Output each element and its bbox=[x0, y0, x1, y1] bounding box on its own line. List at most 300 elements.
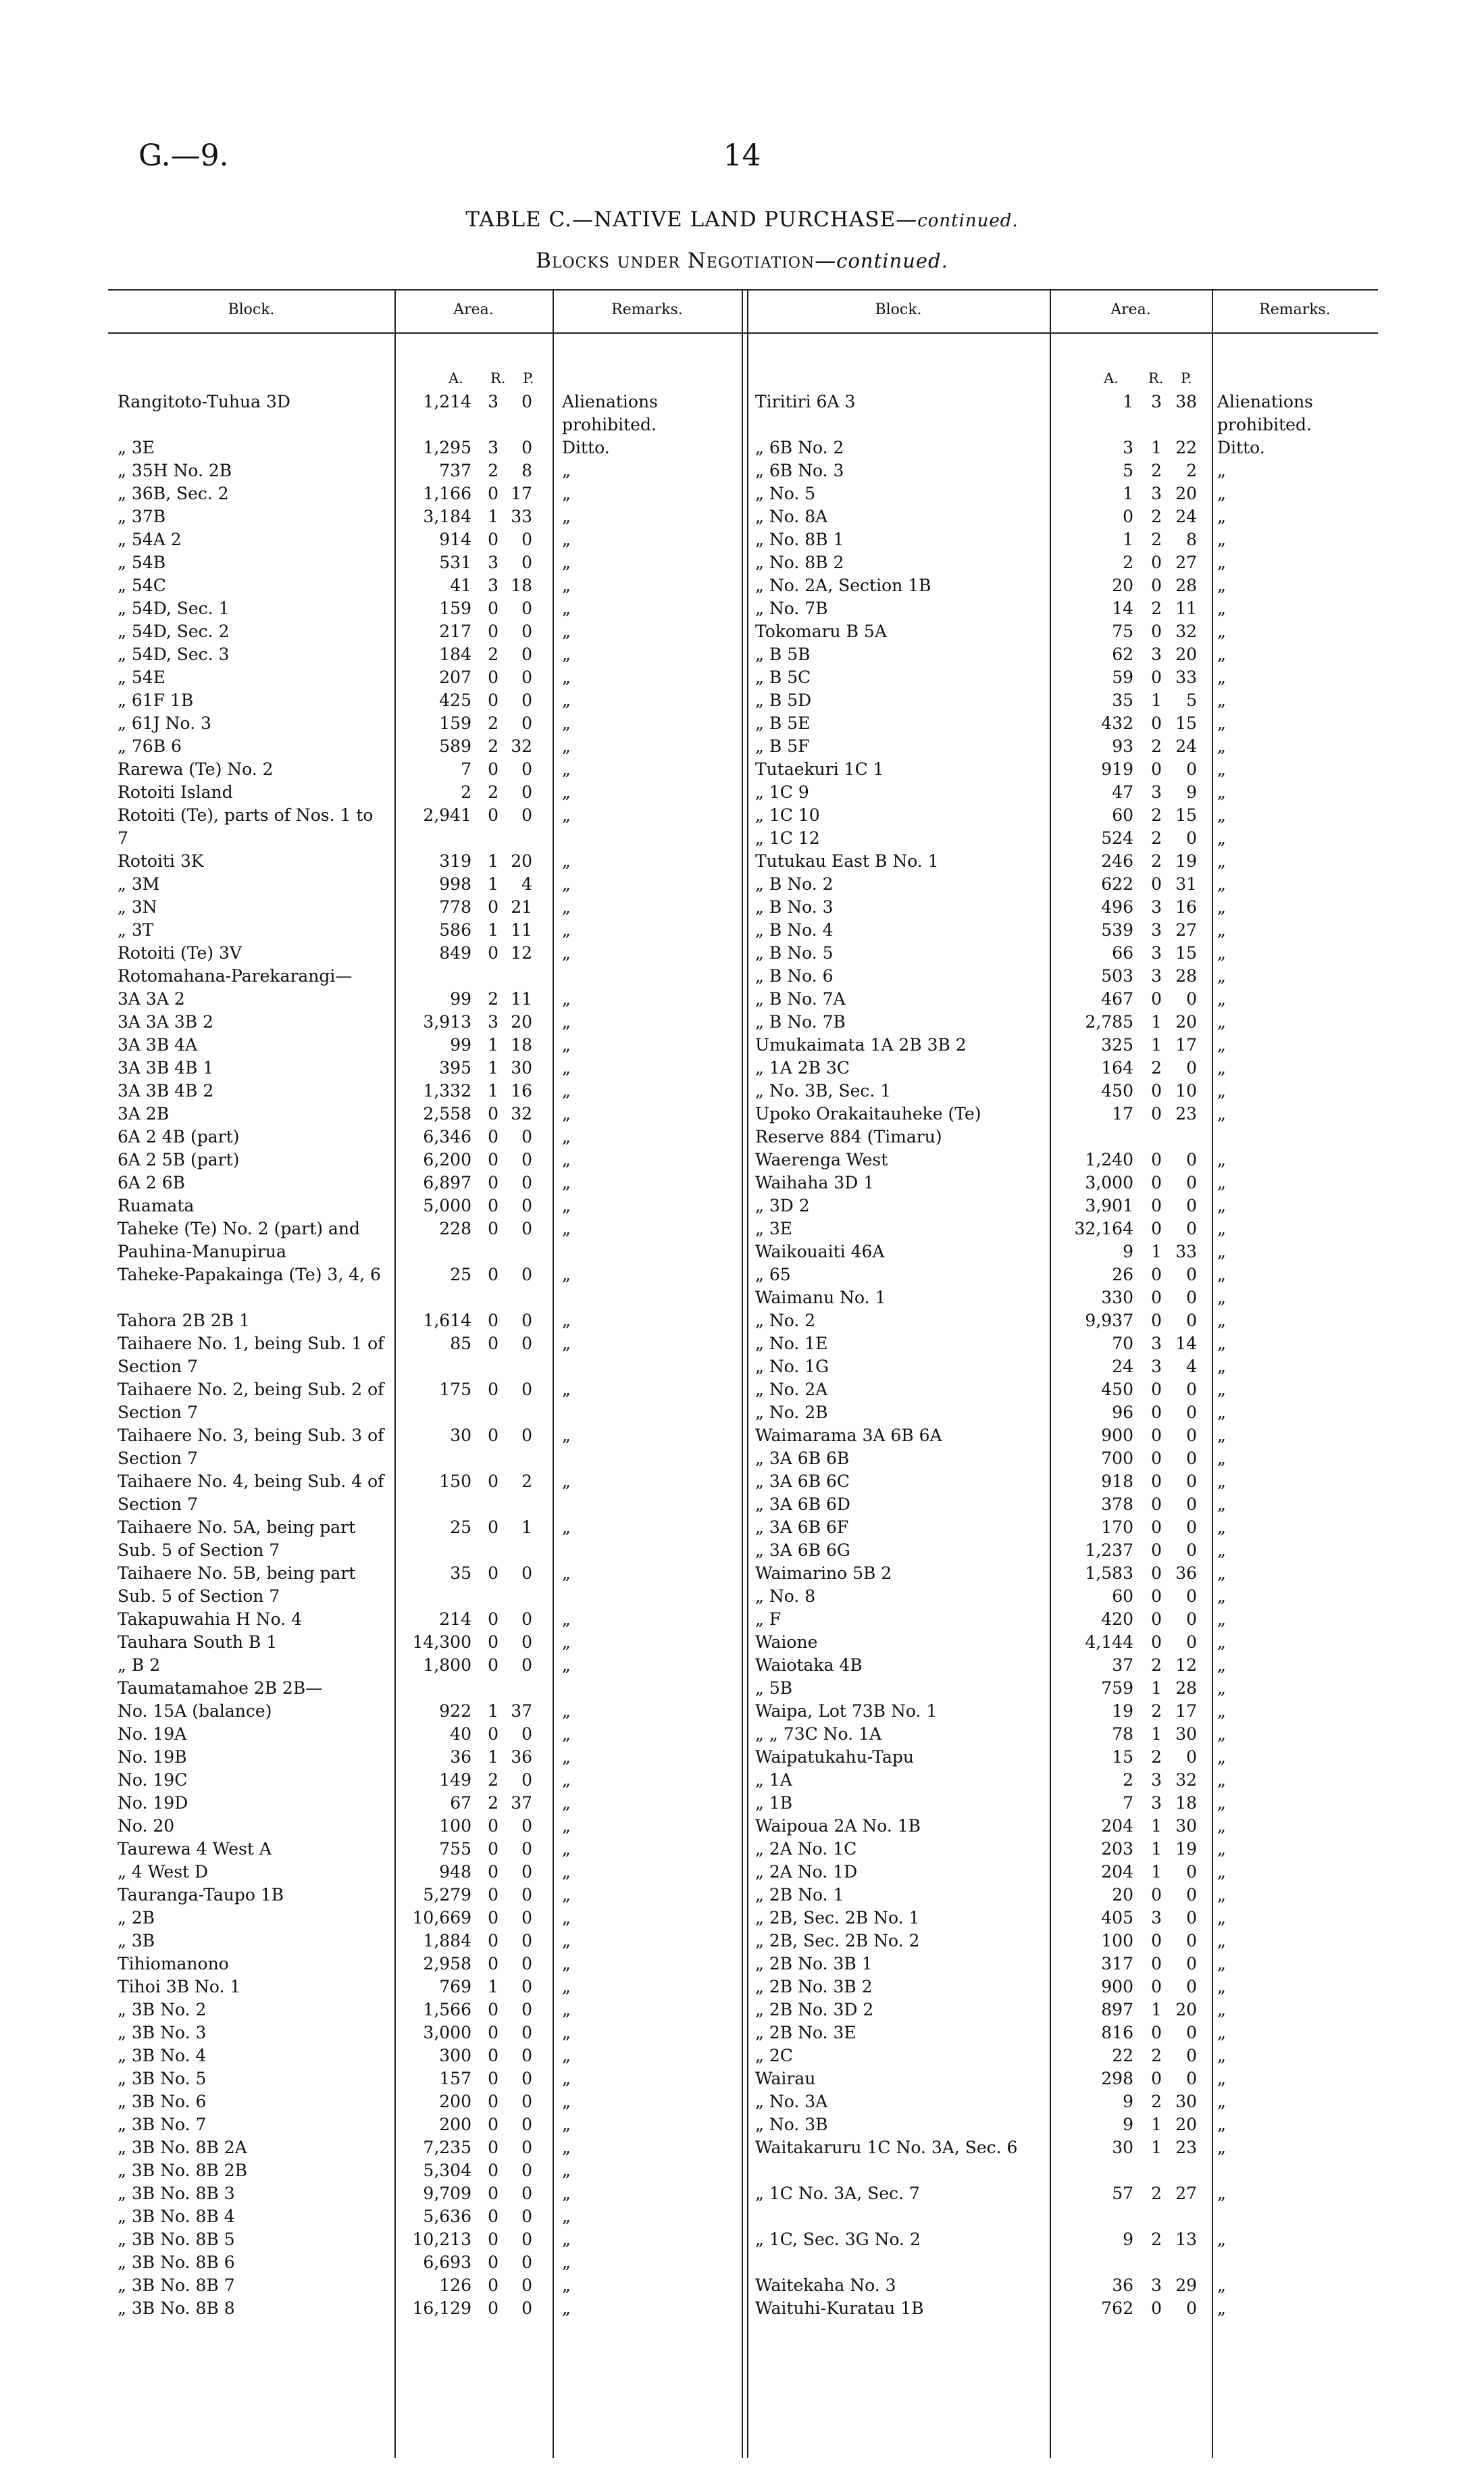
area-perches-cell: 0 bbox=[521, 1173, 532, 1192]
area-acres-cell: 586 bbox=[439, 920, 471, 940]
table-row bbox=[747, 1493, 1378, 1516]
area-acres-cell: 5,636 bbox=[423, 2207, 471, 2226]
area-roods-cell: 0 bbox=[488, 1862, 498, 1882]
area-roods-cell: 0 bbox=[1151, 1081, 1162, 1101]
area-perches-cell: 0 bbox=[521, 2069, 532, 2088]
area-perches-cell: 18 bbox=[511, 576, 532, 595]
area-perches-cell: 5 bbox=[1186, 690, 1197, 710]
table-row bbox=[747, 1103, 1378, 1149]
block-cell: „ 36B, Sec. 2 bbox=[118, 484, 229, 503]
block-cell: Waimanu No. 1 bbox=[755, 1288, 886, 1307]
table-row bbox=[108, 505, 742, 528]
remarks-cell: „ bbox=[562, 2230, 571, 2249]
table-title bbox=[0, 207, 1484, 232]
table-row bbox=[108, 1746, 742, 1769]
table-row bbox=[747, 1424, 1378, 1447]
table-row bbox=[747, 1401, 1378, 1424]
remarks-cell: „ bbox=[562, 1035, 571, 1055]
area-roods-cell: 2 bbox=[1151, 2092, 1162, 2111]
table-row bbox=[108, 2228, 742, 2251]
area-acres-cell: 1 bbox=[1123, 392, 1133, 411]
area-roods-cell: 0 bbox=[1151, 1104, 1162, 1124]
area-perches-cell: 0 bbox=[1186, 1380, 1197, 1399]
table-row bbox=[108, 1953, 742, 1976]
remarks-cell: „ bbox=[562, 1380, 571, 1399]
area-perches-cell: 0 bbox=[521, 1655, 532, 1675]
remarks-cell: „ bbox=[562, 599, 571, 618]
area-acres-cell: 432 bbox=[1101, 713, 1133, 733]
block-cell: Takapuwahia H No. 4 bbox=[118, 1609, 303, 1629]
table-row bbox=[747, 1723, 1378, 1746]
remarks-cell: „ bbox=[562, 1862, 571, 1882]
area-perches-cell: 0 bbox=[1186, 1058, 1197, 1078]
block-cell: Tahora 2B 2B 1 bbox=[118, 1311, 250, 1330]
area-roods-cell: 0 bbox=[488, 1954, 498, 1973]
table-row bbox=[747, 988, 1378, 1011]
area-perches-cell: 0 bbox=[1186, 1219, 1197, 1238]
block-cell: „ F bbox=[755, 1609, 782, 1629]
remarks-cell: „ bbox=[1217, 1035, 1226, 1055]
area-acres-cell: 2 bbox=[1123, 553, 1133, 572]
area-roods-cell: 1 bbox=[488, 1035, 498, 1055]
block-cell: „ 54B bbox=[118, 553, 166, 572]
area-acres-cell: 149 bbox=[439, 1770, 471, 1790]
block-cell: „ B No. 4 bbox=[755, 920, 834, 940]
area-roods-cell: 2 bbox=[1151, 1701, 1162, 1721]
area-roods-cell: 0 bbox=[1151, 1931, 1162, 1951]
area-acres-cell: 2,785 bbox=[1085, 1012, 1133, 1032]
area-roods-cell: 0 bbox=[488, 530, 498, 549]
block-cell: Waihaha 3D 1 bbox=[755, 1173, 875, 1192]
remarks-cell: „ bbox=[1217, 484, 1226, 503]
block-cell: „ No. 3B bbox=[755, 2115, 828, 2134]
area-perches-cell: 32 bbox=[511, 736, 532, 756]
table-row bbox=[747, 2274, 1378, 2297]
block-cell: „ 65 bbox=[755, 1265, 791, 1284]
area-perches-cell: 28 bbox=[1175, 966, 1197, 986]
area-roods-cell: 1 bbox=[1151, 1242, 1162, 1261]
header-bottom-rule bbox=[108, 332, 1378, 334]
area-acres-cell: 62 bbox=[1112, 645, 1133, 664]
remarks-cell: „ bbox=[562, 1885, 571, 1905]
block-cell: „ „ 73C No. 1A bbox=[755, 1724, 882, 1744]
area-perches-cell: 38 bbox=[1175, 392, 1197, 411]
right-unit-acres: A. bbox=[1104, 370, 1119, 386]
report-code: G.—9. bbox=[138, 139, 229, 173]
area-perches-cell: 0 bbox=[1186, 1586, 1197, 1606]
table-row bbox=[108, 2159, 742, 2182]
area-acres-cell: 10,213 bbox=[412, 2230, 471, 2249]
remarks-cell: „ bbox=[1217, 1517, 1226, 1537]
remarks-cell: „ bbox=[562, 1609, 571, 1629]
remarks-cell: „ bbox=[1217, 1586, 1226, 1606]
area-acres-cell: 1,240 bbox=[1085, 1150, 1133, 1169]
remarks-cell: „ bbox=[1217, 1747, 1226, 1767]
table-row bbox=[747, 2228, 1378, 2274]
area-perches-cell: 27 bbox=[1175, 553, 1197, 572]
area-acres-cell: 164 bbox=[1101, 1058, 1133, 1078]
block-cell: „ 3B No. 5 bbox=[118, 2069, 207, 2088]
table-subtitle-main: Blocks under Negotiation— bbox=[536, 249, 837, 273]
area-acres-cell: 1,566 bbox=[423, 2000, 471, 2019]
table-row bbox=[108, 2021, 742, 2044]
area-acres-cell: 3,000 bbox=[423, 2023, 471, 2042]
area-roods-cell: 2 bbox=[1151, 2230, 1162, 2249]
remarks-cell: „ bbox=[1217, 1196, 1226, 1215]
remarks-cell: „ bbox=[1217, 782, 1226, 802]
area-acres-cell: 849 bbox=[439, 943, 471, 963]
area-acres-cell: 200 bbox=[439, 2092, 471, 2111]
area-roods-cell: 0 bbox=[488, 1517, 498, 1537]
block-cell: „ B No. 2 bbox=[755, 874, 834, 894]
table-row bbox=[747, 666, 1378, 689]
remarks-cell: „ bbox=[562, 2161, 571, 2180]
area-perches-cell: 0 bbox=[521, 1839, 532, 1859]
remarks-cell: „ bbox=[562, 897, 571, 917]
area-roods-cell: 0 bbox=[488, 1150, 498, 1169]
block-cell: „ B No. 7B bbox=[755, 1012, 846, 1032]
area-roods-cell: 3 bbox=[1151, 1334, 1162, 1353]
area-perches-cell: 20 bbox=[511, 1012, 532, 1032]
area-roods-cell: 0 bbox=[488, 1931, 498, 1951]
area-roods-cell: 0 bbox=[488, 1127, 498, 1147]
left-unit-perches: P. bbox=[523, 370, 534, 386]
area-acres-cell: 30 bbox=[450, 1426, 471, 1445]
block-cell: „ No. 2B bbox=[755, 1403, 828, 1422]
block-cell: Waitakaruru 1C No. 3A, Sec. 6 bbox=[755, 2138, 1018, 2157]
area-perches-cell: 0 bbox=[1186, 1494, 1197, 1514]
block-cell: „ 3B No. 8B 6 bbox=[118, 2253, 235, 2272]
area-roods-cell: 1 bbox=[488, 1081, 498, 1101]
block-cell: „ B 5E bbox=[755, 713, 811, 733]
left-unit-roods: R. bbox=[490, 370, 506, 386]
area-roods-cell: 0 bbox=[1151, 2069, 1162, 2088]
block-cell: „ 61F 1B bbox=[118, 690, 194, 710]
block-cell: „ No. 8 bbox=[755, 1586, 816, 1606]
remarks-cell: „ bbox=[562, 1747, 571, 1767]
area-acres-cell: 157 bbox=[439, 2069, 471, 2088]
table-row bbox=[108, 643, 742, 666]
remarks-cell: „ bbox=[562, 645, 571, 664]
block-cell: 3A 3B 4A bbox=[118, 1035, 198, 1055]
area-perches-cell: 0 bbox=[521, 2115, 532, 2134]
table-row bbox=[108, 1309, 742, 1332]
area-perches-cell: 0 bbox=[521, 2275, 532, 2295]
table-row bbox=[108, 1631, 742, 1654]
table-row bbox=[747, 1332, 1378, 1355]
remarks-cell: „ bbox=[562, 1219, 571, 1238]
block-cell: Rarewa (Te) No. 2 bbox=[118, 759, 274, 779]
table-row bbox=[108, 1907, 742, 1930]
block-cell: „ 3B No. 6 bbox=[118, 2092, 207, 2111]
area-perches-cell: 23 bbox=[1175, 2138, 1197, 2157]
area-roods-cell: 3 bbox=[1151, 484, 1162, 503]
area-roods-cell: 3 bbox=[1151, 966, 1162, 986]
table-row bbox=[108, 850, 742, 873]
block-cell: „ 3N bbox=[118, 897, 157, 917]
area-roods-cell: 0 bbox=[488, 484, 498, 503]
area-roods-cell: 2 bbox=[1151, 2046, 1162, 2065]
area-perches-cell: 0 bbox=[521, 1724, 532, 1744]
table-row bbox=[747, 482, 1378, 505]
table-row bbox=[108, 1516, 742, 1562]
block-cell: „ 54E bbox=[118, 668, 165, 687]
block-cell: „ 54C bbox=[118, 576, 166, 595]
area-acres-cell: 85 bbox=[450, 1334, 471, 1353]
table-row bbox=[747, 1746, 1378, 1769]
table-row bbox=[108, 735, 742, 758]
remarks-cell: „ bbox=[1217, 1219, 1226, 1238]
area-perches-cell: 24 bbox=[1175, 507, 1197, 526]
area-perches-cell: 0 bbox=[1186, 1540, 1197, 1560]
area-acres-cell: 70 bbox=[1112, 1334, 1133, 1353]
area-roods-cell: 0 bbox=[488, 1265, 498, 1284]
area-acres-cell: 9,709 bbox=[423, 2184, 471, 2203]
table-row bbox=[747, 1034, 1378, 1057]
remarks-cell: „ bbox=[562, 2000, 571, 2019]
block-cell: „ 3T bbox=[118, 920, 154, 940]
block-cell: Taheke-Papakainga (Te) 3, 4, 6 bbox=[118, 1265, 381, 1284]
area-roods-cell: 1 bbox=[488, 874, 498, 894]
area-perches-cell: 12 bbox=[511, 943, 532, 963]
remarks-cell: „ bbox=[1217, 2184, 1226, 2203]
table-row bbox=[108, 712, 742, 735]
area-perches-cell: 33 bbox=[1175, 668, 1197, 687]
block-cell: „ B No. 5 bbox=[755, 943, 834, 963]
remarks-cell: „ bbox=[1217, 1632, 1226, 1652]
area-roods-cell: 2 bbox=[1151, 530, 1162, 549]
area-perches-cell: 20 bbox=[1175, 645, 1197, 664]
area-acres-cell: 897 bbox=[1101, 2000, 1133, 2019]
table-row bbox=[747, 965, 1378, 988]
area-roods-cell: 0 bbox=[488, 1104, 498, 1124]
remarks-cell: „ bbox=[1217, 2230, 1226, 2249]
block-cell: „ 2B No. 3D 2 bbox=[755, 2000, 874, 2019]
table-row bbox=[747, 1585, 1378, 1608]
remarks-cell: „ bbox=[562, 1426, 571, 1445]
table-row bbox=[108, 1217, 742, 1263]
area-perches-cell: 0 bbox=[1186, 1173, 1197, 1192]
remarks-cell: „ bbox=[562, 1563, 571, 1583]
remarks-cell: „ bbox=[562, 1793, 571, 1813]
area-acres-cell: 3,901 bbox=[1085, 1196, 1133, 1215]
remarks-cell: „ bbox=[1217, 1334, 1226, 1353]
area-roods-cell: 0 bbox=[488, 690, 498, 710]
area-roods-cell: 2 bbox=[1151, 599, 1162, 618]
area-roods-cell: 1 bbox=[488, 1058, 498, 1078]
remarks-cell: „ bbox=[1217, 1311, 1226, 1330]
table-row bbox=[747, 919, 1378, 942]
remarks-cell: „ bbox=[1217, 1954, 1226, 1973]
block-cell: „ 3B No. 8B 2A bbox=[118, 2138, 247, 2157]
remarks-cell: „ bbox=[562, 1954, 571, 1973]
area-roods-cell: 1 bbox=[488, 507, 498, 526]
area-acres-cell: 769 bbox=[439, 1977, 471, 1996]
area-perches-cell: 8 bbox=[521, 461, 532, 480]
remarks-cell: „ bbox=[1217, 668, 1226, 687]
block-cell: „ 6B No. 3 bbox=[755, 461, 844, 480]
remarks-cell: „ bbox=[1217, 690, 1226, 710]
area-perches-cell: 32 bbox=[1175, 622, 1197, 641]
table-title-main: TABLE C.—NATIVE LAND PURCHASE— bbox=[465, 207, 918, 232]
block-cell: „ 3B No. 8B 3 bbox=[118, 2184, 235, 2203]
area-acres-cell: 41 bbox=[450, 576, 471, 595]
table-row bbox=[108, 2044, 742, 2067]
block-cell: „ 3A 6B 6F bbox=[755, 1517, 849, 1537]
remarks-cell: „ bbox=[562, 553, 571, 572]
remarks-cell: „ bbox=[562, 668, 571, 687]
area-acres-cell: 759 bbox=[1101, 1678, 1133, 1698]
table-row bbox=[747, 1907, 1378, 1930]
area-acres-cell: 5,279 bbox=[423, 1885, 471, 1905]
table-row bbox=[108, 1608, 742, 1631]
area-acres-cell: 1,884 bbox=[423, 1931, 471, 1951]
area-perches-cell: 37 bbox=[511, 1793, 532, 1813]
block-cell: „ 3B No. 2 bbox=[118, 2000, 207, 2019]
table-row bbox=[108, 896, 742, 919]
table-row bbox=[108, 2205, 742, 2228]
area-roods-cell: 2 bbox=[488, 782, 498, 802]
area-perches-cell: 29 bbox=[1175, 2275, 1197, 2295]
area-perches-cell: 33 bbox=[511, 507, 532, 526]
remarks-cell: „ bbox=[562, 576, 571, 595]
table-row bbox=[747, 781, 1378, 804]
area-perches-cell: 32 bbox=[1175, 1770, 1197, 1790]
table-row bbox=[108, 942, 742, 965]
area-acres-cell: 1,614 bbox=[423, 1311, 471, 1330]
area-roods-cell: 1 bbox=[488, 1977, 498, 1996]
area-perches-cell: 20 bbox=[511, 851, 532, 871]
remarks-cell: „ bbox=[1217, 1426, 1226, 1445]
block-cell: Rotoiti (Te), parts of Nos. 1 to 7 bbox=[118, 805, 374, 848]
table-row bbox=[108, 1424, 742, 1470]
block-cell: Waitekaha No. 3 bbox=[755, 2275, 896, 2295]
area-acres-cell: 6,200 bbox=[423, 1150, 471, 1169]
area-acres-cell: 96 bbox=[1112, 1403, 1133, 1422]
area-roods-cell: 0 bbox=[1151, 1426, 1162, 1445]
remarks-cell: „ bbox=[562, 622, 571, 641]
block-cell: Waipa, Lot 73B No. 1 bbox=[755, 1701, 938, 1721]
area-acres-cell: 330 bbox=[1101, 1288, 1133, 1307]
block-cell: Waiotaka 4B bbox=[755, 1655, 863, 1675]
table-row bbox=[747, 528, 1378, 551]
area-roods-cell: 0 bbox=[488, 1609, 498, 1629]
area-perches-cell: 0 bbox=[521, 2023, 532, 2042]
table-row bbox=[108, 1562, 742, 1608]
area-perches-cell: 28 bbox=[1175, 576, 1197, 595]
remarks-cell: „ bbox=[1217, 622, 1226, 641]
block-cell: Upoko Orakaitauheke (Te) Reserve 884 (Timaru) bbox=[755, 1104, 981, 1147]
area-acres-cell: 204 bbox=[1101, 1862, 1133, 1882]
block-cell: „ 6B No. 2 bbox=[755, 438, 844, 457]
table-row bbox=[108, 1723, 742, 1746]
area-perches-cell: 0 bbox=[521, 622, 532, 641]
remarks-cell: „ bbox=[1217, 1655, 1226, 1675]
area-roods-cell: 2 bbox=[1151, 851, 1162, 871]
table-row bbox=[747, 1815, 1378, 1838]
block-cell: Waituhi-Kuratau 1B bbox=[755, 2298, 924, 2318]
remarks-cell: „ bbox=[1217, 2046, 1226, 2065]
remarks-cell: „ bbox=[1217, 2115, 1226, 2134]
remarks-cell: „ bbox=[1217, 1931, 1226, 1951]
area-perches-cell: 0 bbox=[521, 1380, 532, 1399]
area-acres-cell: 450 bbox=[1101, 1081, 1133, 1101]
area-acres-cell: 918 bbox=[1101, 1471, 1133, 1491]
remarks-cell: „ bbox=[562, 1655, 571, 1675]
table-row bbox=[747, 551, 1378, 574]
left-unit-acres: A. bbox=[449, 370, 463, 386]
block-cell: „ No. 2 bbox=[755, 1311, 816, 1330]
area-roods-cell: 0 bbox=[1151, 874, 1162, 894]
area-roods-cell: 0 bbox=[488, 2298, 498, 2318]
table-row bbox=[108, 597, 742, 620]
table-row bbox=[108, 1815, 742, 1838]
area-perches-cell: 0 bbox=[521, 1908, 532, 1928]
remarks-cell: „ bbox=[1217, 966, 1226, 986]
block-cell: „ 3A 6B 6C bbox=[755, 1471, 850, 1491]
table-row bbox=[747, 1998, 1378, 2021]
block-cell: 3A 3B 4B 1 bbox=[118, 1058, 214, 1078]
area-roods-cell: 0 bbox=[488, 2046, 498, 2065]
area-roods-cell: 0 bbox=[1151, 1150, 1162, 1169]
block-cell: „ 5B bbox=[755, 1678, 793, 1698]
block-cell: Tihiomanono bbox=[118, 1954, 229, 1973]
area-acres-cell: 450 bbox=[1101, 1380, 1133, 1399]
block-cell: „ 2B, Sec. 2B No. 2 bbox=[755, 1931, 920, 1951]
area-roods-cell: 0 bbox=[488, 1334, 498, 1353]
area-acres-cell: 300 bbox=[439, 2046, 471, 2065]
remarks-cell: „ bbox=[1217, 943, 1226, 963]
area-roods-cell: 1 bbox=[1151, 1816, 1162, 1836]
block-cell: „ 76B 6 bbox=[118, 736, 182, 756]
table-row bbox=[108, 1677, 742, 1700]
area-acres-cell: 40 bbox=[450, 1724, 471, 1744]
remarks-cell: „ bbox=[1217, 1449, 1226, 1468]
block-cell: Rangitoto-Tuhua 3D bbox=[118, 392, 290, 411]
block-cell: „ 35H No. 2B bbox=[118, 461, 232, 480]
area-acres-cell: 2 bbox=[461, 782, 471, 802]
right-block-header: Block. bbox=[875, 301, 922, 318]
remarks-cell: „ bbox=[562, 943, 571, 963]
area-perches-cell: 0 bbox=[521, 530, 532, 549]
area-roods-cell: 3 bbox=[488, 438, 498, 457]
area-perches-cell: 0 bbox=[521, 2046, 532, 2065]
area-acres-cell: 20 bbox=[1112, 576, 1133, 595]
remarks-cell: „ bbox=[562, 1081, 571, 1101]
area-perches-cell: 0 bbox=[1186, 1609, 1197, 1629]
block-cell: „ 1C, Sec. 3G No. 2 bbox=[755, 2230, 921, 2249]
area-perches-cell: 0 bbox=[521, 759, 532, 779]
remarks-cell: „ bbox=[562, 1127, 571, 1147]
area-acres-cell: 948 bbox=[439, 1862, 471, 1882]
block-cell: „ B 5C bbox=[755, 668, 811, 687]
area-perches-cell: 28 bbox=[1175, 1678, 1197, 1698]
area-perches-cell: 20 bbox=[1175, 2115, 1197, 2134]
area-acres-cell: 14,300 bbox=[412, 1632, 471, 1652]
remarks-cell: „ bbox=[1217, 2275, 1226, 2295]
remarks-cell: „ bbox=[1217, 1793, 1226, 1813]
area-roods-cell: 0 bbox=[488, 1816, 498, 1836]
area-perches-cell: 0 bbox=[521, 438, 532, 457]
area-perches-cell: 30 bbox=[1175, 2092, 1197, 2111]
block-cell: Tokomaru B 5A bbox=[755, 622, 887, 641]
area-acres-cell: 405 bbox=[1101, 1908, 1133, 1928]
area-acres-cell: 66 bbox=[1112, 943, 1133, 963]
area-acres-cell: 6,897 bbox=[423, 1173, 471, 1192]
area-acres-cell: 99 bbox=[450, 1035, 471, 1055]
area-roods-cell: 0 bbox=[1151, 622, 1162, 641]
area-roods-cell: 0 bbox=[488, 1563, 498, 1583]
